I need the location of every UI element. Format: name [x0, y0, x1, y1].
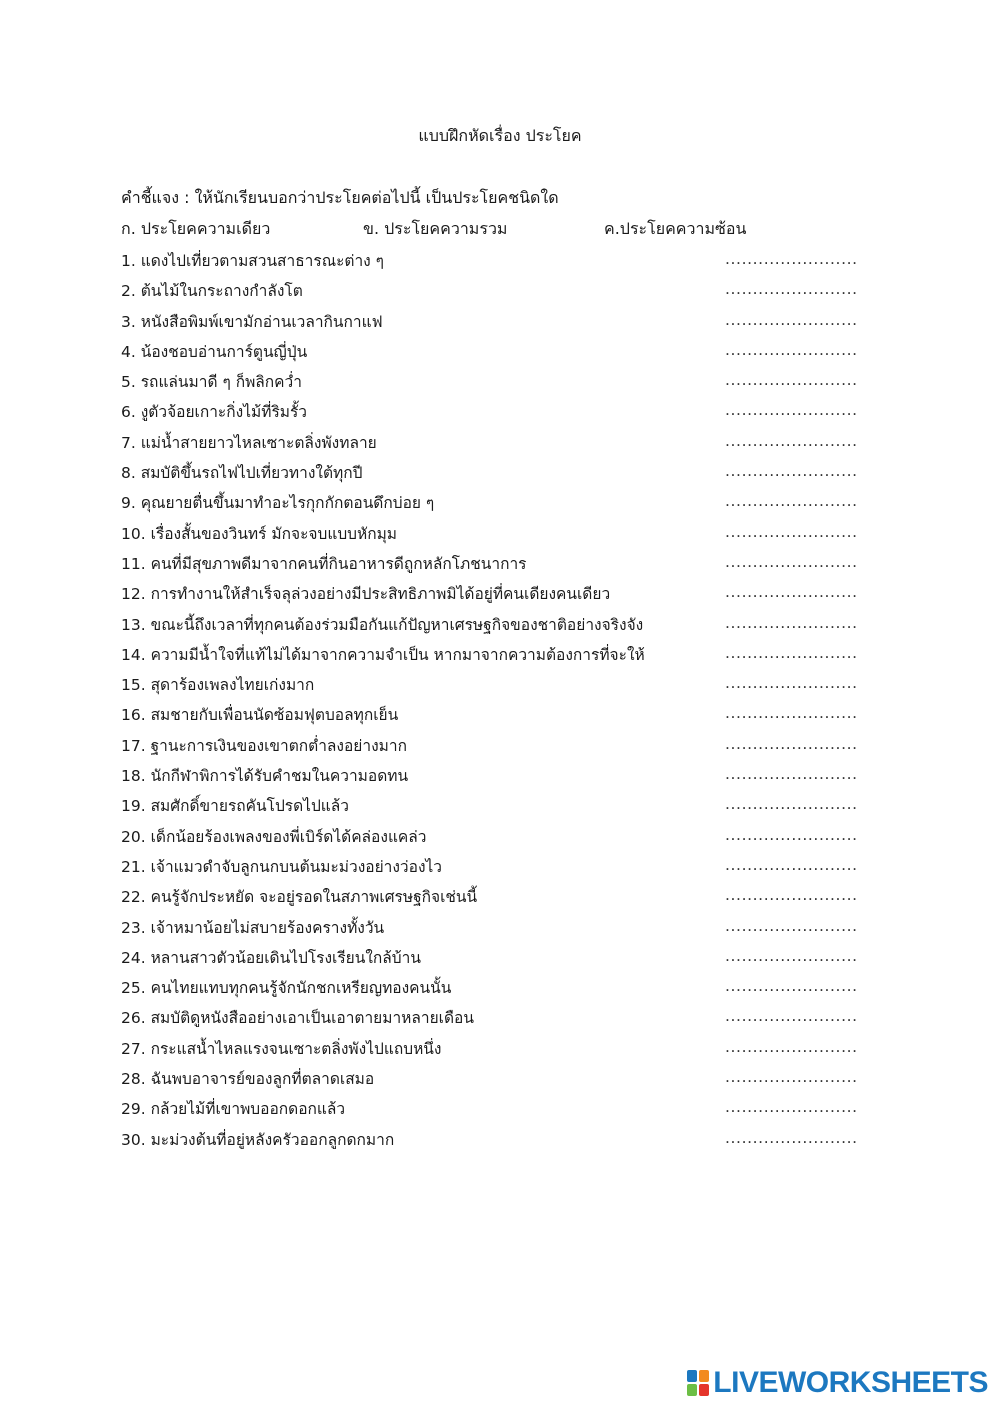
answer-blank[interactable]: ........................	[725, 462, 858, 481]
question-number: 26.	[121, 1009, 146, 1028]
question-list	[121, 248, 858, 1157]
question-number: 2.	[121, 282, 136, 301]
answer-blank[interactable]: ........................	[725, 886, 858, 905]
question-text: สมชายกับเพื่อนนัดซ้อมฟุตบอลทุกเย็น	[150, 706, 399, 725]
question-item	[121, 430, 858, 460]
question-item	[121, 309, 858, 339]
question-number: 21.	[121, 857, 146, 876]
answer-blank[interactable]: ........................	[725, 552, 858, 571]
question-number: 16.	[121, 706, 146, 725]
answer-blank[interactable]: ........................	[725, 1037, 858, 1056]
question-text: คนรู้จักประหยัด จะอยู่รอดในสภาพเศรษฐกิจเช่นนี้	[150, 888, 478, 907]
option-c: ค.ประโยคความซ้อน	[604, 219, 747, 238]
question-text: สมศักดิ์ขายรถคันโปรดไปแล้ว	[150, 797, 349, 816]
question-text: กล้วยไม้ที่เขาพบออกดอกแล้ว	[150, 1100, 346, 1119]
question-item	[121, 460, 858, 490]
question-item	[121, 672, 858, 702]
answer-blank[interactable]: ........................	[725, 613, 858, 632]
question-item	[121, 399, 858, 429]
answer-blank[interactable]: ........................	[725, 977, 858, 996]
question-text: ความมีน้ำใจที่แท้ไม่ได้มาจากความจำเป็น หากมาจากความต้องการที่จะให้	[150, 645, 645, 664]
question-number: 10.	[121, 524, 146, 543]
question-item	[121, 854, 858, 884]
answer-blank[interactable]: ........................	[725, 280, 858, 299]
question-text: สมบัติดูหนังสืออย่างเอาเป็นเอาตายมาหลายเดือน	[150, 1009, 474, 1028]
question-item	[121, 793, 858, 823]
question-item	[121, 733, 858, 763]
option-b: ข. ประโยคความรวม	[363, 219, 508, 238]
logo-text: LIVEWORKSHEETS	[713, 1366, 988, 1399]
answer-blank[interactable]: ........................	[725, 401, 858, 420]
option-a: ก. ประโยคความเดียว	[121, 219, 271, 238]
question-number: 13.	[121, 615, 146, 634]
answer-blank[interactable]: ........................	[725, 250, 858, 268]
question-item	[121, 521, 858, 551]
answer-blank[interactable]: ........................	[725, 643, 858, 662]
question-number: 4.	[121, 342, 136, 361]
question-number: 19.	[121, 797, 146, 816]
question-text: เจ้าแมวดำจับลูกนกบนต้นมะม่วงอย่างว่องไว	[150, 857, 443, 876]
question-number: 22.	[121, 888, 146, 907]
question-text: คนไทยแทบทุกคนรู้จักนักชกเหรียญทองคนนั้น	[150, 979, 452, 998]
question-item	[121, 1005, 858, 1035]
question-text: รถแล่นมาดี ๆ ก็พลิกคว่ำ	[140, 373, 302, 392]
question-number: 23.	[121, 918, 146, 937]
answer-blank[interactable]: ........................	[725, 583, 858, 602]
answer-blank[interactable]: ........................	[725, 765, 858, 784]
liveworksheets-logo	[687, 1366, 988, 1400]
question-number: 12.	[121, 585, 146, 604]
question-number: 15.	[121, 676, 146, 695]
question-text: สุดาร้องเพลงไทยเก่งมาก	[150, 676, 315, 695]
question-item	[121, 369, 858, 399]
answer-blank[interactable]: ........................	[725, 946, 858, 965]
question-number: 25.	[121, 979, 146, 998]
answer-blank[interactable]: ........................	[725, 431, 858, 450]
answer-blank[interactable]: ........................	[725, 1007, 858, 1026]
answer-blank[interactable]: ........................	[725, 1128, 858, 1147]
question-number: 29.	[121, 1100, 146, 1119]
question-number: 24.	[121, 948, 146, 967]
question-item	[121, 278, 858, 308]
answer-blank[interactable]: ........................	[725, 1068, 858, 1087]
question-text: เจ้าหมาน้อยไม่สบายร้องครางทั้งวัน	[150, 918, 385, 937]
answer-blank[interactable]: ........................	[725, 1098, 858, 1117]
answer-blank[interactable]: ........................	[725, 734, 858, 753]
answer-blank[interactable]: ........................	[725, 522, 858, 541]
answer-blank[interactable]: ........................	[725, 855, 858, 874]
question-text: แม่น้ำสายยาวไหลเซาะตลิ่งพังทลาย	[140, 433, 377, 452]
question-number: 28.	[121, 1070, 146, 1089]
question-number: 8.	[121, 464, 136, 483]
question-item	[121, 1036, 858, 1066]
question-item	[121, 1066, 858, 1096]
question-item	[121, 915, 858, 945]
answer-blank[interactable]: ........................	[725, 371, 858, 390]
question-number: 7.	[121, 433, 136, 452]
question-item	[121, 975, 858, 1005]
question-text: ต้นไม้ในกระถางกำลังโต	[140, 282, 303, 301]
question-number: 30.	[121, 1130, 146, 1149]
question-number: 3.	[121, 312, 136, 331]
question-text: ฐานะการเงินของเขาตกต่ำลงอย่างมาก	[150, 736, 407, 755]
question-item	[121, 945, 858, 975]
answer-blank[interactable]: ........................	[725, 916, 858, 935]
answer-blank[interactable]: ........................	[725, 825, 858, 844]
question-text: คนที่มีสุขภาพดีมาจากคนที่กินอาหารดีถูกหลักโภชนาการ	[150, 554, 527, 573]
question-number: 1.	[121, 252, 136, 270]
question-number: 11.	[121, 554, 146, 573]
question-text: สมบัติขึ้นรถไฟไปเที่ยวทางใต้ทุกปี	[140, 464, 363, 483]
question-text: กระแสน้ำไหลแรงจนเซาะตลิ่งพังไปแถบหนึ่ง	[150, 1039, 442, 1058]
question-number: 6.	[121, 403, 136, 422]
question-text: หลานสาวตัวน้อยเดินไปโรงเรียนใกล้บ้าน	[150, 948, 421, 967]
question-item	[121, 551, 858, 581]
question-item	[121, 763, 858, 793]
question-text: การทำงานให้สำเร็จลุล่วงอย่างมีประสิทธิภาพมิได้อยู่ที่คนเดียงคนเดียว	[150, 585, 611, 604]
answer-blank[interactable]: ........................	[725, 492, 858, 511]
worksheet-title: แบบฝึกหัดเรื่อง ประโยค	[418, 126, 582, 145]
question-item	[121, 1096, 858, 1126]
question-text: ขณะนี้ถึงเวลาที่ทุกคนต้องร่วมมือกันแก้ปัญหาเศรษฐกิจของชาติอย่างจริงจัง	[150, 615, 644, 634]
question-number: 17.	[121, 736, 146, 755]
answer-blank[interactable]: ........................	[725, 310, 858, 329]
question-text: นักกีฬาพิการได้รับคำชมในความอดทน	[150, 767, 409, 786]
question-item	[121, 339, 858, 369]
question-item	[121, 248, 858, 278]
question-item	[121, 702, 858, 732]
answer-options	[121, 217, 821, 241]
question-item	[121, 642, 858, 672]
answer-blank[interactable]: ........................	[725, 674, 858, 693]
question-text: เรื่องสั้นของวินทร์ มักจะจบแบบหักมุม	[150, 524, 398, 543]
question-text: คุณยายตื่นขึ้นมาทำอะไรกุกกักตอนดึกบ่อย ๆ	[140, 494, 435, 513]
question-number: 14.	[121, 645, 146, 664]
question-text: หนังสือพิมพ์เขามักอ่านเวลากินกาแฟ	[140, 312, 383, 331]
answer-blank[interactable]: ........................	[725, 704, 858, 723]
question-item	[121, 612, 858, 642]
question-text: น้องชอบอ่านการ์ตูนญี่ปุ่น	[140, 342, 308, 361]
instructions: คำชี้แจง : ให้นักเรียนบอกว่าประโยคต่อไปนี้ เป็นประโยคชนิดใด	[121, 188, 559, 207]
question-text: เด็กน้อยร้องเพลงของพี่เบิร์ดได้คล่องแคล่ว	[150, 827, 427, 846]
question-item	[121, 824, 858, 854]
question-item	[121, 581, 858, 611]
question-text: แดงไปเที่ยวตามสวนสาธารณะต่าง ๆ	[140, 252, 384, 270]
question-number: 27.	[121, 1039, 146, 1058]
question-item	[121, 884, 858, 914]
liveworksheets-logo-icon	[687, 1370, 709, 1396]
question-number: 9.	[121, 494, 136, 513]
question-item	[121, 490, 858, 520]
question-number: 20.	[121, 827, 146, 846]
question-text: งูตัวจ้อยเกาะกิ่งไม้ที่ริมรั้ว	[140, 403, 308, 422]
question-number: 5.	[121, 373, 136, 392]
question-number: 18.	[121, 767, 146, 786]
answer-blank[interactable]: ........................	[725, 340, 858, 359]
answer-blank[interactable]: ........................	[725, 795, 858, 814]
question-text: ฉันพบอาจารย์ของลูกที่ตลาดเสมอ	[150, 1070, 375, 1089]
question-text: มะม่วงต้นที่อยู่หลังครัวออกลูกดกมาก	[150, 1130, 395, 1149]
question-item	[121, 1127, 858, 1157]
